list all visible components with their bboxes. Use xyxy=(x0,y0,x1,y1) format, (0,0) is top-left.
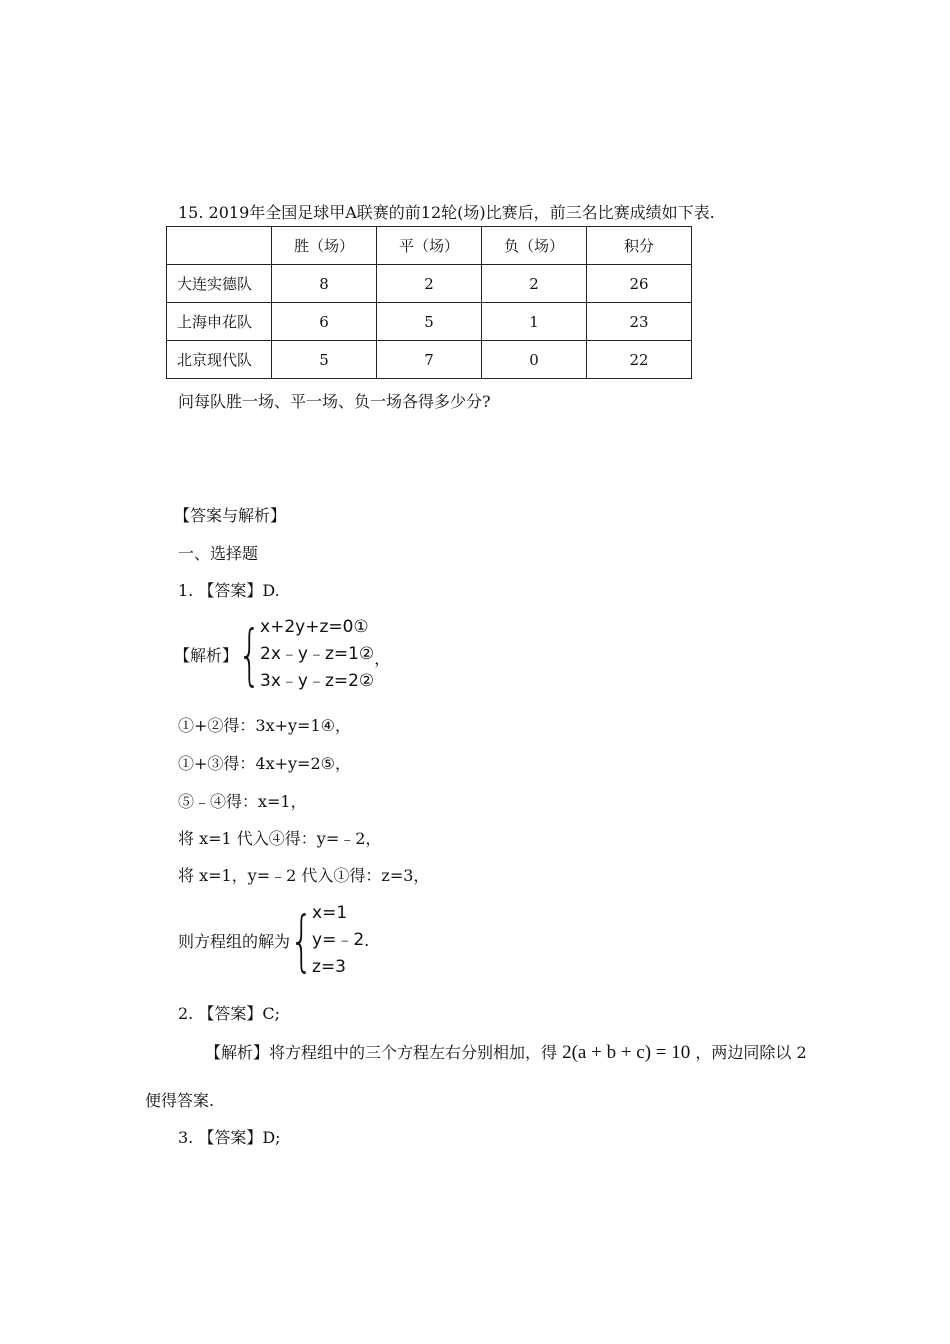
equation: 3x﹣y﹣z=2② xyxy=(260,671,375,691)
loss-cell: 0 xyxy=(482,341,587,379)
system-tail: ， xyxy=(374,649,391,668)
equation: 2x﹣y﹣z=1② xyxy=(260,644,375,664)
answer-1: 1. 【答案】D. xyxy=(178,581,280,600)
equation-list xyxy=(260,614,374,695)
explain-label: 【解析】 xyxy=(174,646,239,665)
team-name: 大连实德队 xyxy=(167,265,272,303)
draw-cell: 7 xyxy=(377,341,482,379)
step: 将 x=1 代入④得：y=﹣2， xyxy=(178,829,382,848)
draw-cell: 2 xyxy=(377,265,482,303)
table-row xyxy=(167,265,692,303)
step: ①+③得：4x+y=2⑤， xyxy=(178,754,351,773)
win-cell: 5 xyxy=(272,341,377,379)
explain-text: 【解析】将方程组中的三个方程左右分别相加，得 xyxy=(205,1043,558,1062)
solution-value: z=3 xyxy=(312,957,346,977)
table-header-cell: 平（场） xyxy=(377,227,482,265)
solution-tail: . xyxy=(364,931,370,950)
team-name: 北京现代队 xyxy=(167,341,272,379)
step: ⑤﹣④得：x=1， xyxy=(178,792,307,811)
question-15-ask: 问每队胜一场、平一场、负一场各得多少分? xyxy=(178,392,491,411)
answer-2-explain xyxy=(205,1040,807,1064)
table-header-cell: 积分 xyxy=(587,227,692,265)
equation: x+2y+z=0① xyxy=(260,617,369,637)
loss-cell: 2 xyxy=(482,265,587,303)
answer-1-solution xyxy=(178,900,369,981)
answer-2: 2. 【答案】C; xyxy=(178,1004,280,1023)
table-row xyxy=(167,303,692,341)
answers-heading: 【答案与解析】 xyxy=(174,506,287,525)
points-cell: 26 xyxy=(587,265,692,303)
team-name: 上海申花队 xyxy=(167,303,272,341)
table-header-cell: 负（场） xyxy=(482,227,587,265)
question-15-text: 15. 2019年全国足球甲A联赛的前12轮(场)比赛后，前三名比赛成绩如下表. xyxy=(178,203,715,222)
step: 将 x=1，y=﹣2 代入①得：z=3， xyxy=(178,866,430,885)
points-cell: 23 xyxy=(587,303,692,341)
step: ①+②得：3x+y=1④， xyxy=(178,716,351,735)
table-header-cell xyxy=(167,227,272,265)
solution-list xyxy=(312,900,364,981)
table-header-cell: 胜（场） xyxy=(272,227,377,265)
section-title: 一、选择题 xyxy=(178,544,259,563)
left-brace: { xyxy=(290,901,314,979)
draw-cell: 5 xyxy=(377,303,482,341)
answer-3: 3. 【答案】D; xyxy=(178,1128,281,1147)
solution-label: 则方程组的解为 xyxy=(178,932,291,951)
score-table xyxy=(166,226,692,379)
solution-value: y=﹣2 xyxy=(312,930,365,950)
win-cell: 6 xyxy=(272,303,377,341)
table-header-row xyxy=(167,227,692,265)
answer-1-system xyxy=(174,614,390,695)
win-cell: 8 xyxy=(272,265,377,303)
explain-text: ，两边同除以 2 xyxy=(695,1043,807,1062)
left-brace: { xyxy=(238,615,262,693)
loss-cell: 1 xyxy=(482,303,587,341)
table-row xyxy=(167,341,692,379)
solution-value: x=1 xyxy=(312,903,348,923)
answer-2-explain-cont: 便得答案. xyxy=(145,1091,215,1110)
formula: 2(a + b + c) = 10 xyxy=(562,1042,691,1063)
points-cell: 22 xyxy=(587,341,692,379)
